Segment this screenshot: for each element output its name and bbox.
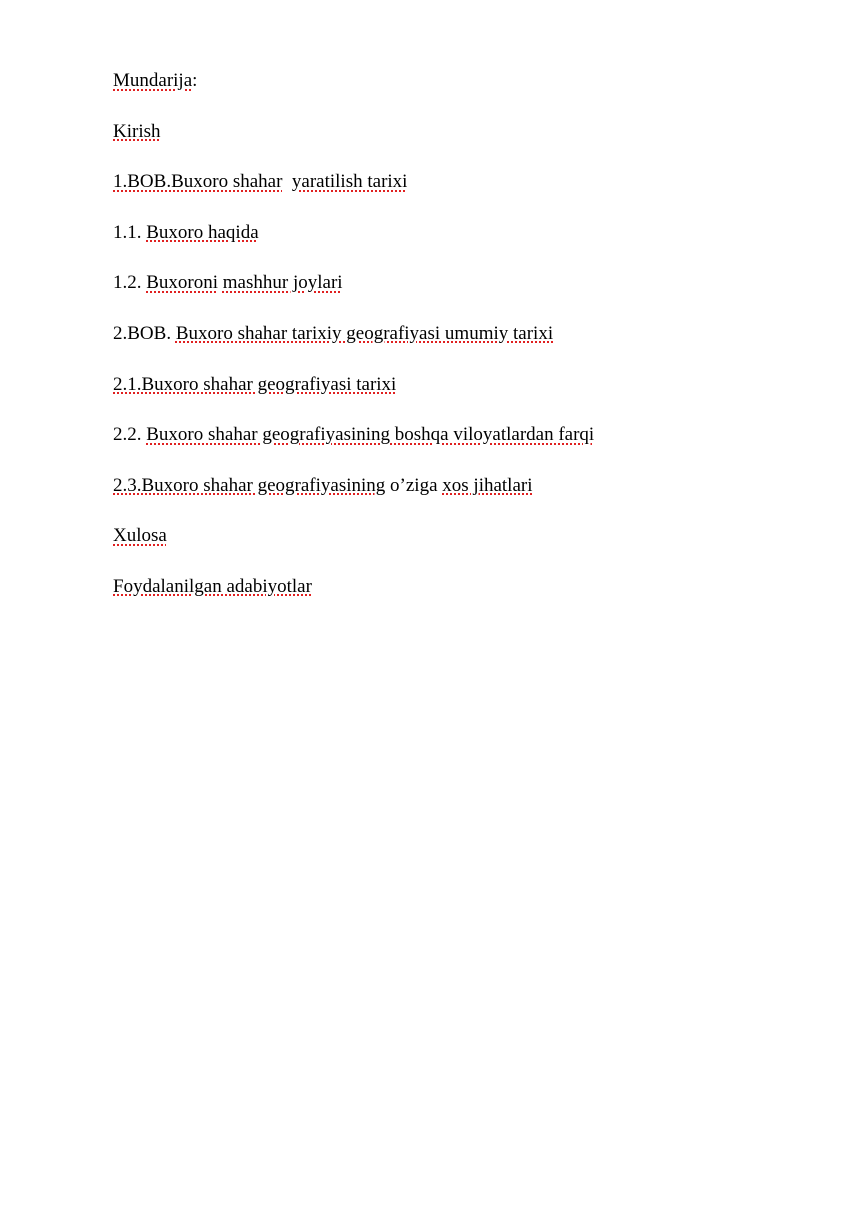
spellcheck-flagged-text: Buxoro haqida bbox=[146, 221, 259, 243]
toc-entry bbox=[113, 120, 594, 171]
toc-entry bbox=[113, 373, 594, 424]
spellcheck-flagged-text: 2.3.Buxoro shahar geografiyasining bbox=[113, 474, 386, 496]
toc-entry bbox=[113, 322, 594, 373]
toc-entry-text: : bbox=[192, 70, 198, 91]
toc-entry-text bbox=[282, 171, 292, 192]
toc-entry bbox=[113, 474, 594, 525]
spellcheck-flagged-text: mashhur joylari bbox=[222, 272, 343, 294]
toc-entry bbox=[113, 69, 594, 120]
toc-entry bbox=[113, 221, 594, 272]
toc-entry-text: 1.1. bbox=[113, 221, 147, 243]
spellcheck-flagged-text: xos jihatlari bbox=[442, 474, 533, 496]
spellcheck-flagged-text: Buxoroni bbox=[146, 272, 219, 294]
spellcheck-flagged-text: 2.1.Buxoro shahar geografiyasi tarixi bbox=[113, 373, 397, 395]
toc-entry-text: 1.2. bbox=[113, 272, 147, 294]
toc-entry-text: o’ziga bbox=[385, 474, 443, 496]
toc-entry-text: 2.2. bbox=[113, 424, 147, 446]
spellcheck-flagged-text: yaratilish tarixi bbox=[291, 171, 408, 193]
toc-entry bbox=[113, 423, 594, 474]
spellcheck-flagged-text: Xulosa bbox=[113, 525, 167, 547]
toc-entry-text: 2.BOB. bbox=[113, 322, 176, 344]
spellcheck-flagged-text: Buxoro shahar geografiyasining boshqa viloyatlardan farqi bbox=[146, 424, 595, 446]
spellcheck-flagged-text: 1.BOB.Buxoro shahar bbox=[113, 171, 283, 193]
spellcheck-flagged-text: Mundarija bbox=[113, 70, 193, 91]
spellcheck-flagged-text: Kirish bbox=[113, 120, 161, 142]
toc-entry bbox=[113, 271, 594, 322]
toc-entry bbox=[113, 575, 594, 626]
toc-entry bbox=[113, 524, 594, 575]
spellcheck-flagged-text: Foydalanilgan adabiyotlar bbox=[113, 575, 312, 597]
spellcheck-flagged-text: Buxoro shahar tarixiy geografiyasi umumiy tarixi bbox=[175, 322, 554, 344]
table-of-contents bbox=[113, 69, 594, 626]
toc-entry bbox=[113, 170, 594, 221]
